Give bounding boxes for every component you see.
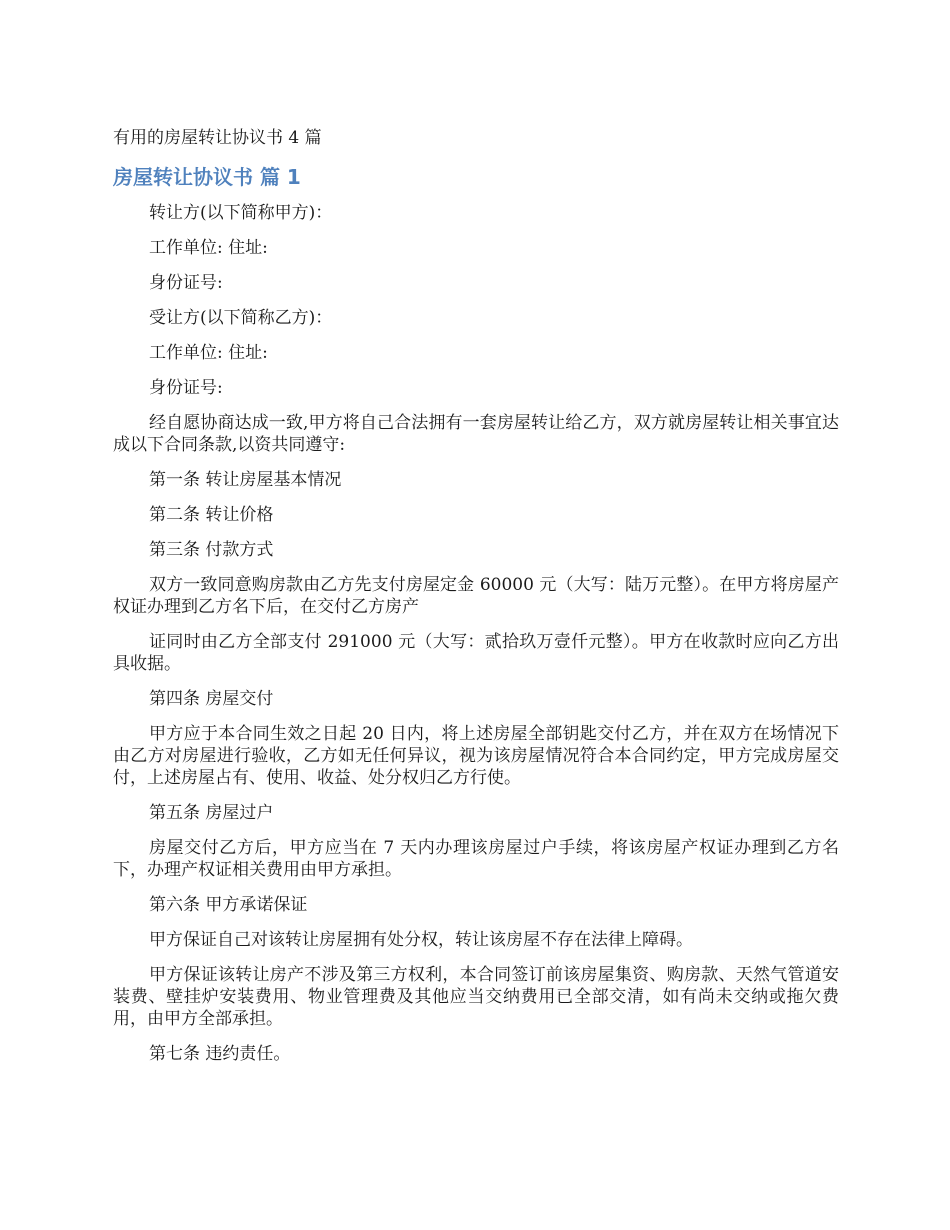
paragraph-preamble: 经自愿协商达成一致,甲方将自己合法拥有一套房屋转让给乙方，双方就房屋转让相关事宜达成以下合同条款,以资共同遵守:: [113, 413, 839, 455]
section-heading: 房屋转让协议书 篇 1: [113, 165, 301, 189]
paragraph-transferee-workplace: 工作单位: 住址:: [149, 343, 268, 363]
paragraph-transferor-id: 身份证号:: [149, 273, 223, 293]
paragraph-guarantee-ownership: 甲方保证自己对该转让房屋拥有处分权，转让该房屋不存在法律上障碍。: [149, 930, 693, 950]
article-3-heading: 第三条 付款方式: [149, 540, 274, 560]
article-7-heading: 第七条 违约责任。: [149, 1044, 291, 1064]
paragraph-transferor-workplace: 工作单位: 住址:: [149, 238, 268, 258]
article-5-heading: 第五条 房屋过户: [149, 803, 274, 823]
article-6-heading: 第六条 甲方承诺保证: [149, 895, 308, 915]
article-1-heading: 第一条 转让房屋基本情况: [149, 470, 342, 490]
paragraph-guarantee-fees: 甲方保证该转让房产不涉及第三方权利，本合同签订前该房屋集资、购房款、天然气管道安装费、壁挂炉安装费用、物业管理费及其他应当交纳费用已全部交清，如有尚未交纳或拖欠费用，由甲方全部承担。: [113, 965, 839, 1029]
paragraph-delivery: 甲方应于本合同生效之日起 20 日内，将上述房屋全部钥匙交付乙方，并在双方在场情况下由乙方对房屋进行验收，乙方如无任何异议，视为该房屋情况符合本合同约定，甲方完成房屋交付，上述房屋占有、使用、收益、处分权归乙方行使。: [113, 724, 839, 788]
document-body: [113, 202, 839, 1078]
paragraph-transferee: 受让方(以下简称乙方)：: [149, 308, 333, 328]
paragraph-transferor: 转让方(以下简称甲方)：: [149, 203, 333, 223]
paragraph-balance-payment: 证同时由乙方全部支付 291000 元（大写：贰拾玖万壹仟元整）。甲方在收款时应向乙方出具收据。: [113, 632, 839, 674]
document-title: 有用的房屋转让协议书 4 篇: [113, 128, 322, 148]
paragraph-deposit: 双方一致同意购房款由乙方先支付房屋定金 60000 元（大写：陆万元整）。在甲方将房屋产权证办理到乙方名下后，在交付乙方房产: [113, 575, 839, 617]
article-4-heading: 第四条 房屋交付: [149, 689, 274, 709]
article-2-heading: 第二条 转让价格: [149, 505, 274, 525]
paragraph-transferee-id: 身份证号:: [149, 378, 223, 398]
paragraph-transfer-registration: 房屋交付乙方后，甲方应当在 7 天内办理该房屋过户手续，将该房屋产权证办理到乙方名下，办理产权证相关费用由甲方承担。: [113, 838, 839, 880]
